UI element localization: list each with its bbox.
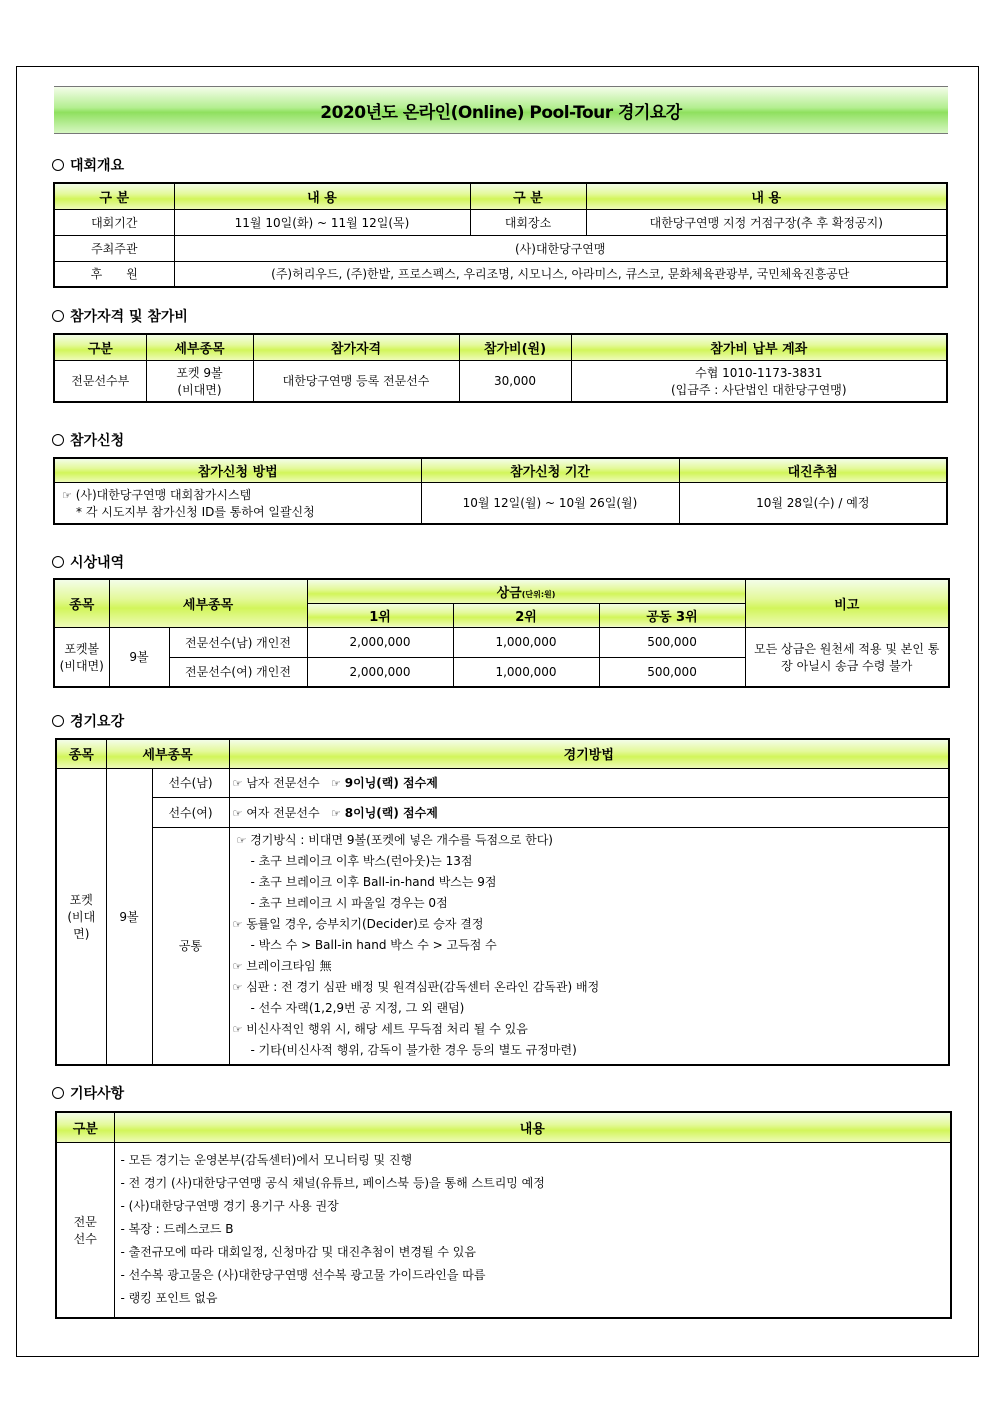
women-method-a: 여자 전문선수 — [246, 805, 320, 820]
venue-label: 대회장소 — [470, 209, 586, 235]
rules-detail-cell: 9볼 — [106, 768, 152, 1065]
rule-line: 비신사적인 행위 시, 해당 세트 무득점 처리 될 수 있음 — [246, 1022, 528, 1037]
hand-pointer-icon: ☞ — [232, 806, 243, 820]
hand-pointer-icon: ☞ — [331, 806, 341, 820]
misc-line: - (사)대한당구연맹 경기 용기구 사용 권장 — [120, 1199, 339, 1214]
col-header: 2위 — [453, 603, 599, 627]
host-value: (사)대한당구연맹 — [174, 235, 947, 261]
rule-line: 동률일 경우, 승부치기(Decider)로 승자 결정 — [246, 917, 484, 932]
rule-line: - 초구 브레이크 이후 Ball-in-hand 박스는 9점 — [250, 875, 497, 890]
hand-pointer-icon: ☞ — [62, 488, 72, 502]
men-label: 선수(남) — [152, 768, 229, 797]
title-banner — [54, 86, 948, 134]
prize-header-label: 상금 — [496, 585, 522, 601]
page-title: 2020년도 온라인(Online) Pool-Tour 경기요강 — [320, 102, 682, 123]
sponsor-value: (주)허리우드, (주)한밭, 프로스펙스, 우리조명, 시모니스, 아라미스, 큐스코, 문화체육관광부, 국민체육진흥공단 — [174, 261, 947, 287]
hand-pointer-icon: ☞ — [236, 834, 247, 848]
common-method — [229, 827, 949, 1065]
circle-bullet-icon — [52, 159, 64, 171]
prize-third: 500,000 — [599, 657, 745, 687]
prize-row-name: 전문선수(여) 개인전 — [169, 657, 307, 687]
prize-row-name: 전문선수(남) 개인전 — [169, 627, 307, 657]
period-label: 대회기간 — [54, 209, 174, 235]
misc-line: - 전 경기 (사)대한당구연맹 공식 채널(유튜브, 페이스북 등)을 통해 스트리밍 예정 — [120, 1176, 545, 1191]
hand-pointer-icon: ☞ — [232, 981, 243, 995]
rule-line: - 박스 수 > Ball-in hand 박스 수 > 고득점 수 — [250, 938, 497, 953]
hand-pointer-icon: ☞ — [232, 777, 243, 790]
col-header: 내 용 — [174, 183, 470, 209]
misc-line: - 복장 : 드레스코드 B — [120, 1222, 234, 1237]
section-title: 시상내역 — [70, 555, 125, 571]
rule-line: - 기타(비신사적 행위, 감독이 불가한 경우 등의 별도 규정마련) — [250, 1043, 577, 1058]
col-header: 내 용 — [586, 183, 947, 209]
col-header: 세부종목 — [146, 334, 253, 360]
col-header: 종목 — [56, 739, 106, 768]
col-header: 1위 — [307, 603, 453, 627]
col-header: 종목 — [54, 579, 109, 627]
application-period-cell: 10월 12일(월) ~ 10월 26일(월) — [421, 482, 679, 524]
prize-table — [53, 578, 950, 688]
hand-pointer-icon: ☞ — [232, 1023, 243, 1037]
circle-bullet-icon — [52, 434, 64, 446]
prize-third: 500,000 — [599, 627, 745, 657]
event-line: (비대면) — [177, 382, 222, 397]
division-cell: 전문선수부 — [54, 360, 146, 402]
section-heading-qualification — [52, 306, 188, 326]
men-method — [229, 768, 949, 797]
col-header: 참가자격 — [253, 334, 459, 360]
prize-unit: (단위:원) — [521, 589, 556, 599]
overview-table — [53, 182, 948, 288]
col-header: 참가비(원) — [459, 334, 571, 360]
section-title: 경기요강 — [70, 714, 125, 730]
hand-pointer-icon: ☞ — [232, 960, 243, 974]
prize-detail-cell: 9볼 — [109, 627, 169, 687]
women-method-b: 8이닝(랙) 점수제 — [344, 805, 438, 820]
col-header: 참가신청 방법 — [54, 458, 421, 482]
prize-second: 1,000,000 — [453, 657, 599, 687]
fee-cell: 30,000 — [459, 360, 571, 402]
col-header: 구 분 — [470, 183, 586, 209]
col-header: 참가신청 기간 — [421, 458, 679, 482]
hand-pointer-icon: ☞ — [331, 777, 341, 790]
section-heading-application — [52, 430, 124, 450]
rule-line: 심판 : 전 경기 심판 배정 및 원격심판(감독센터 온라인 감독관) 배정 — [246, 980, 600, 995]
account-cell — [571, 360, 947, 402]
rules-item-cell — [56, 768, 106, 1065]
col-header: 대진추첨 — [679, 458, 947, 482]
application-table — [53, 457, 948, 525]
section-title: 참가신청 — [70, 433, 125, 449]
circle-bullet-icon — [52, 310, 64, 322]
misc-line: - 선수복 광고물은 (사)대한당구연맹 선수복 광고물 가이드라인을 따름 — [120, 1268, 486, 1283]
misc-label-cell — [56, 1142, 114, 1318]
misc-line: - 출전규모에 따라 대회일정, 신청마감 및 대진추첨이 변경될 수 있음 — [120, 1245, 476, 1260]
misc-line: - 랭킹 포인트 없음 — [120, 1291, 218, 1306]
rule-line: - 선수 자랙(1,2,9번 공 지정, 그 외 랜덤) — [250, 1001, 465, 1016]
rule-line: 경기방식 : 비대면 9볼(포켓에 넣은 개수를 득점으로 한다) — [250, 833, 553, 848]
section-heading-overview — [52, 155, 124, 175]
label-line: 선수 — [73, 1231, 97, 1246]
account-holder: (입금주 : 사단법인 대한당구연맹) — [670, 382, 847, 397]
method-line: (사)대한당구연맹 대회참가시스템 — [75, 487, 252, 502]
col-header: 비고 — [745, 579, 949, 627]
col-header: 세부종목 — [106, 739, 229, 768]
period-value: 11월 10일(화) ~ 11월 12일(목) — [174, 209, 470, 235]
event-line: 포켓 9볼 — [176, 365, 223, 380]
method-line: * 각 시도지부 참가신청 ID를 통하여 일괄신청 — [76, 504, 315, 519]
misc-content-cell — [114, 1142, 951, 1318]
qualification-table — [53, 333, 948, 403]
section-heading-rules — [52, 711, 124, 731]
men-method-a: 남자 전문선수 — [246, 776, 320, 790]
section-heading-prize — [52, 552, 124, 572]
account-number: 수협 1010-1173-3831 — [695, 365, 823, 380]
item-line: (비대면) — [59, 658, 104, 673]
draw-date-cell: 10월 28일(수) / 예정 — [679, 482, 947, 524]
col-header: 구분 — [54, 334, 146, 360]
eligibility-cell: 대한당구연맹 등록 전문선수 — [253, 360, 459, 402]
venue-value: 대한당구연맹 지정 거점구장(추 후 확정공지) — [586, 209, 947, 235]
misc-table — [55, 1111, 952, 1319]
rule-line: 브레이크타임 無 — [246, 959, 332, 974]
section-title: 대회개요 — [70, 158, 125, 174]
col-header: 내용 — [114, 1112, 951, 1142]
section-title: 참가자격 및 참가비 — [70, 309, 188, 325]
col-header: 공동 3위 — [599, 603, 745, 627]
prize-first: 2,000,000 — [307, 657, 453, 687]
common-label: 공통 — [152, 827, 229, 1065]
hand-pointer-icon: ☞ — [232, 918, 243, 932]
section-heading-misc — [52, 1083, 124, 1103]
circle-bullet-icon — [52, 1087, 64, 1099]
col-header: 구 분 — [54, 183, 174, 209]
label-line: 전문 — [73, 1214, 97, 1229]
prize-header — [307, 579, 745, 603]
circle-bullet-icon — [52, 715, 64, 727]
women-method — [229, 797, 949, 827]
rule-line: - 초구 브레이크 이후 박스(런아웃)는 13점 — [250, 854, 473, 869]
misc-line: - 모든 경기는 운영본부(감독센터)에서 모니터링 및 진행 — [120, 1153, 413, 1168]
rule-line: - 초구 브레이크 시 파울일 경우는 0점 — [250, 896, 448, 911]
prize-first: 2,000,000 — [307, 627, 453, 657]
col-header: 경기방법 — [229, 739, 949, 768]
col-header: 참가비 납부 계좌 — [571, 334, 947, 360]
col-header: 구분 — [56, 1112, 114, 1142]
item-line: 포켓 — [69, 892, 93, 907]
col-header: 세부종목 — [109, 579, 307, 627]
item-line: 포켓볼 — [64, 641, 100, 656]
prize-second: 1,000,000 — [453, 627, 599, 657]
sponsor-label: 후 원 — [54, 261, 174, 287]
prize-item-cell — [54, 627, 109, 687]
item-line: (비대면) — [67, 909, 96, 941]
rules-table — [55, 738, 950, 1066]
host-label: 주최주관 — [54, 235, 174, 261]
circle-bullet-icon — [52, 556, 64, 568]
women-label: 선수(여) — [152, 797, 229, 827]
event-cell — [146, 360, 253, 402]
section-title: 기타사항 — [70, 1086, 125, 1102]
prize-note-cell: 모든 상금은 원천세 적용 및 본인 통장 아닐시 송금 수령 불가 — [745, 627, 949, 687]
application-method-cell — [54, 482, 421, 524]
men-method-b: 9이닝(랙) 점수제 — [344, 776, 438, 790]
